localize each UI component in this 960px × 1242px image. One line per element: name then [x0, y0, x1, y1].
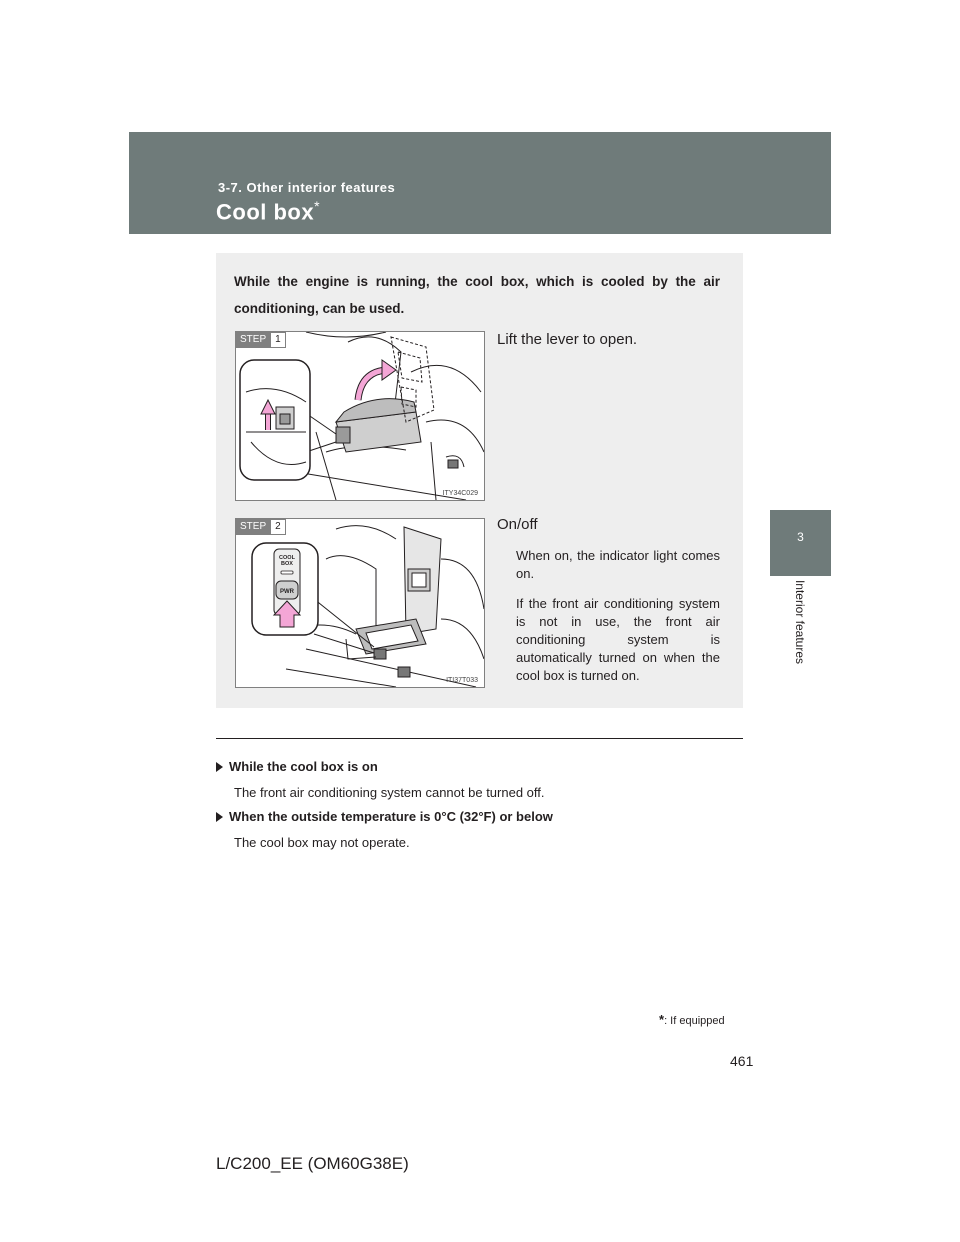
step2-detail-indicator: When on, the indicator light comes on. — [516, 548, 720, 581]
intro-text: While the engine is running, the cool box, which is cooled by the air conditioning, can be used. — [234, 274, 720, 316]
note2-heading — [216, 809, 553, 824]
step2-illustration — [235, 518, 485, 688]
pwr-label: PWR — [280, 589, 294, 595]
note1-body: The front air conditioning system cannot be turned off. — [234, 785, 545, 800]
footnote-text: : If equipped — [664, 1015, 725, 1027]
console-lid-drawing — [236, 332, 485, 501]
step1-instruction: Lift the lever to open. — [497, 331, 638, 348]
chapter-label: Interior features — [793, 579, 807, 665]
step1-badge-number: 1 — [270, 332, 286, 348]
indicator-light — [281, 571, 293, 574]
step2-detail-aircon: If the front air conditioning system is not in use, the front air conditioning system is automatically turned on when the cool box is turned on. — [516, 596, 720, 683]
page-number: 461 — [730, 1053, 754, 1069]
step2-figure-code: ITI37T033 — [446, 677, 478, 684]
step1-illustration — [235, 331, 485, 501]
equipped-mark: * — [314, 198, 321, 214]
step2-badge-word: STEP — [236, 519, 270, 535]
section-label: 3-7. Other interior features — [218, 180, 396, 195]
box-label: BOX — [281, 561, 293, 567]
step2-badge — [236, 519, 286, 535]
note2-heading-text: When the outside temperature is 0°C (32°F) or below — [229, 809, 553, 824]
footnote — [659, 1012, 725, 1027]
note1-heading-text: While the cool box is on — [229, 759, 378, 774]
note2-body: The cool box may not operate. — [234, 835, 410, 850]
step1-badge-word: STEP — [236, 332, 270, 348]
document-code: L/C200_EE (OM60G38E) — [216, 1154, 409, 1173]
triangle-bullet-icon — [216, 762, 223, 772]
cool-label: COOL — [279, 555, 295, 561]
note1-heading — [216, 759, 378, 774]
page-title-text: Cool box — [216, 199, 315, 225]
step1-badge — [236, 332, 286, 348]
footnote-mark: * — [659, 1012, 665, 1027]
chapter-number: 3 — [797, 530, 804, 544]
page-title — [216, 198, 320, 225]
step1-figure-code: ITY34C029 — [442, 490, 478, 497]
notes-divider — [216, 738, 743, 739]
step2-badge-number: 2 — [270, 519, 286, 535]
triangle-bullet-icon — [216, 812, 223, 822]
step2-instruction: On/off — [497, 516, 538, 533]
cool-box-switch-drawing — [236, 519, 485, 688]
